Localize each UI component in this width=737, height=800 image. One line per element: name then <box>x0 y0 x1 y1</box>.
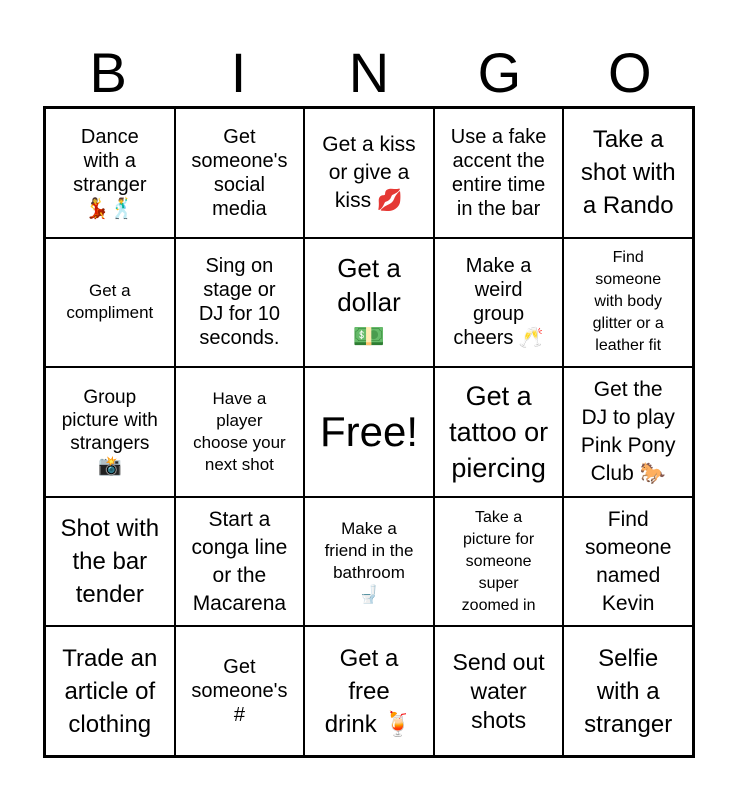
cell-text: Trade an article of clothing <box>62 644 158 738</box>
cell-text: Get a tattoo or piercing <box>449 380 549 483</box>
free-cell[interactable] <box>304 367 434 497</box>
bingo-cell[interactable] <box>175 238 305 368</box>
cell-text: Take a shot with a Rando <box>580 126 676 220</box>
bingo-cell[interactable] <box>304 497 434 627</box>
bingo-cell[interactable] <box>434 626 564 756</box>
bingo-cell[interactable] <box>563 108 693 238</box>
bingo-cell[interactable] <box>175 367 305 497</box>
bingo-cell[interactable] <box>45 108 175 238</box>
cell-text: Group picture with strangers 📸 <box>61 386 158 477</box>
bingo-cell[interactable] <box>45 238 175 368</box>
header-letter-b: B <box>89 41 127 104</box>
bingo-cell[interactable] <box>45 497 175 627</box>
bingo-cell[interactable] <box>434 497 564 627</box>
cell-text: Get a dollar 💵 <box>337 253 401 352</box>
cell-text: Get a compliment <box>66 281 154 323</box>
bingo-cell[interactable] <box>563 367 693 497</box>
bingo-cell[interactable] <box>175 626 305 756</box>
cell-text: Start a conga line or the Macarena <box>191 507 288 615</box>
bingo-cell[interactable] <box>434 108 564 238</box>
cell-text: Get a kiss or give a kiss 💋 <box>322 132 416 212</box>
cell-text: Make a weird group cheers 🥂 <box>453 255 544 350</box>
cell-text: Get the DJ to play Pink Pony Club 🐎 <box>580 377 676 485</box>
bingo-cell[interactable] <box>304 626 434 756</box>
bingo-cell[interactable] <box>175 108 305 238</box>
bingo-header <box>43 40 695 106</box>
bingo-cell[interactable] <box>563 497 693 627</box>
cell-text: Get someone's # <box>191 656 288 727</box>
bingo-cell[interactable] <box>304 108 434 238</box>
header-letter-n: N <box>348 41 390 104</box>
bingo-cell[interactable] <box>563 238 693 368</box>
cell-text: Have a player choose your next shot <box>193 388 286 474</box>
header-letter-o: O <box>607 41 652 104</box>
header-letter-g: G <box>477 41 522 104</box>
cell-text: Get someone's social media <box>191 125 288 220</box>
free-text: Free! <box>319 407 418 455</box>
cell-text: Dance with a stranger 💃🕺 <box>73 125 147 220</box>
cell-text: Send out water shots <box>452 648 545 733</box>
bingo-cell[interactable] <box>563 626 693 756</box>
cell-text: Find someone with body glitter or a leather fit <box>592 249 664 355</box>
cell-text: Shot with the bar tender <box>60 515 160 609</box>
bingo-grid <box>43 106 695 758</box>
cell-text: Use a fake accent the entire time in the bar <box>450 125 547 220</box>
bingo-cell[interactable] <box>434 238 564 368</box>
bingo-cell[interactable] <box>175 497 305 627</box>
cell-text: Make a friend in the bathroom 🚽 <box>324 518 414 604</box>
header-letter-i: I <box>230 41 247 104</box>
bingo-cell[interactable] <box>45 626 175 756</box>
cell-text: Sing on stage or DJ for 10 seconds. <box>198 255 280 350</box>
cell-text: Find someone named Kevin <box>585 507 672 615</box>
bingo-cell[interactable] <box>304 238 434 368</box>
cell-text: Get a free drink 🍹 <box>324 644 414 738</box>
cell-text: Take a picture for someone super zoomed in <box>461 508 536 614</box>
bingo-cell[interactable] <box>45 367 175 497</box>
cell-text: Selfie with a stranger <box>584 644 673 738</box>
bingo-cell[interactable] <box>434 367 564 497</box>
